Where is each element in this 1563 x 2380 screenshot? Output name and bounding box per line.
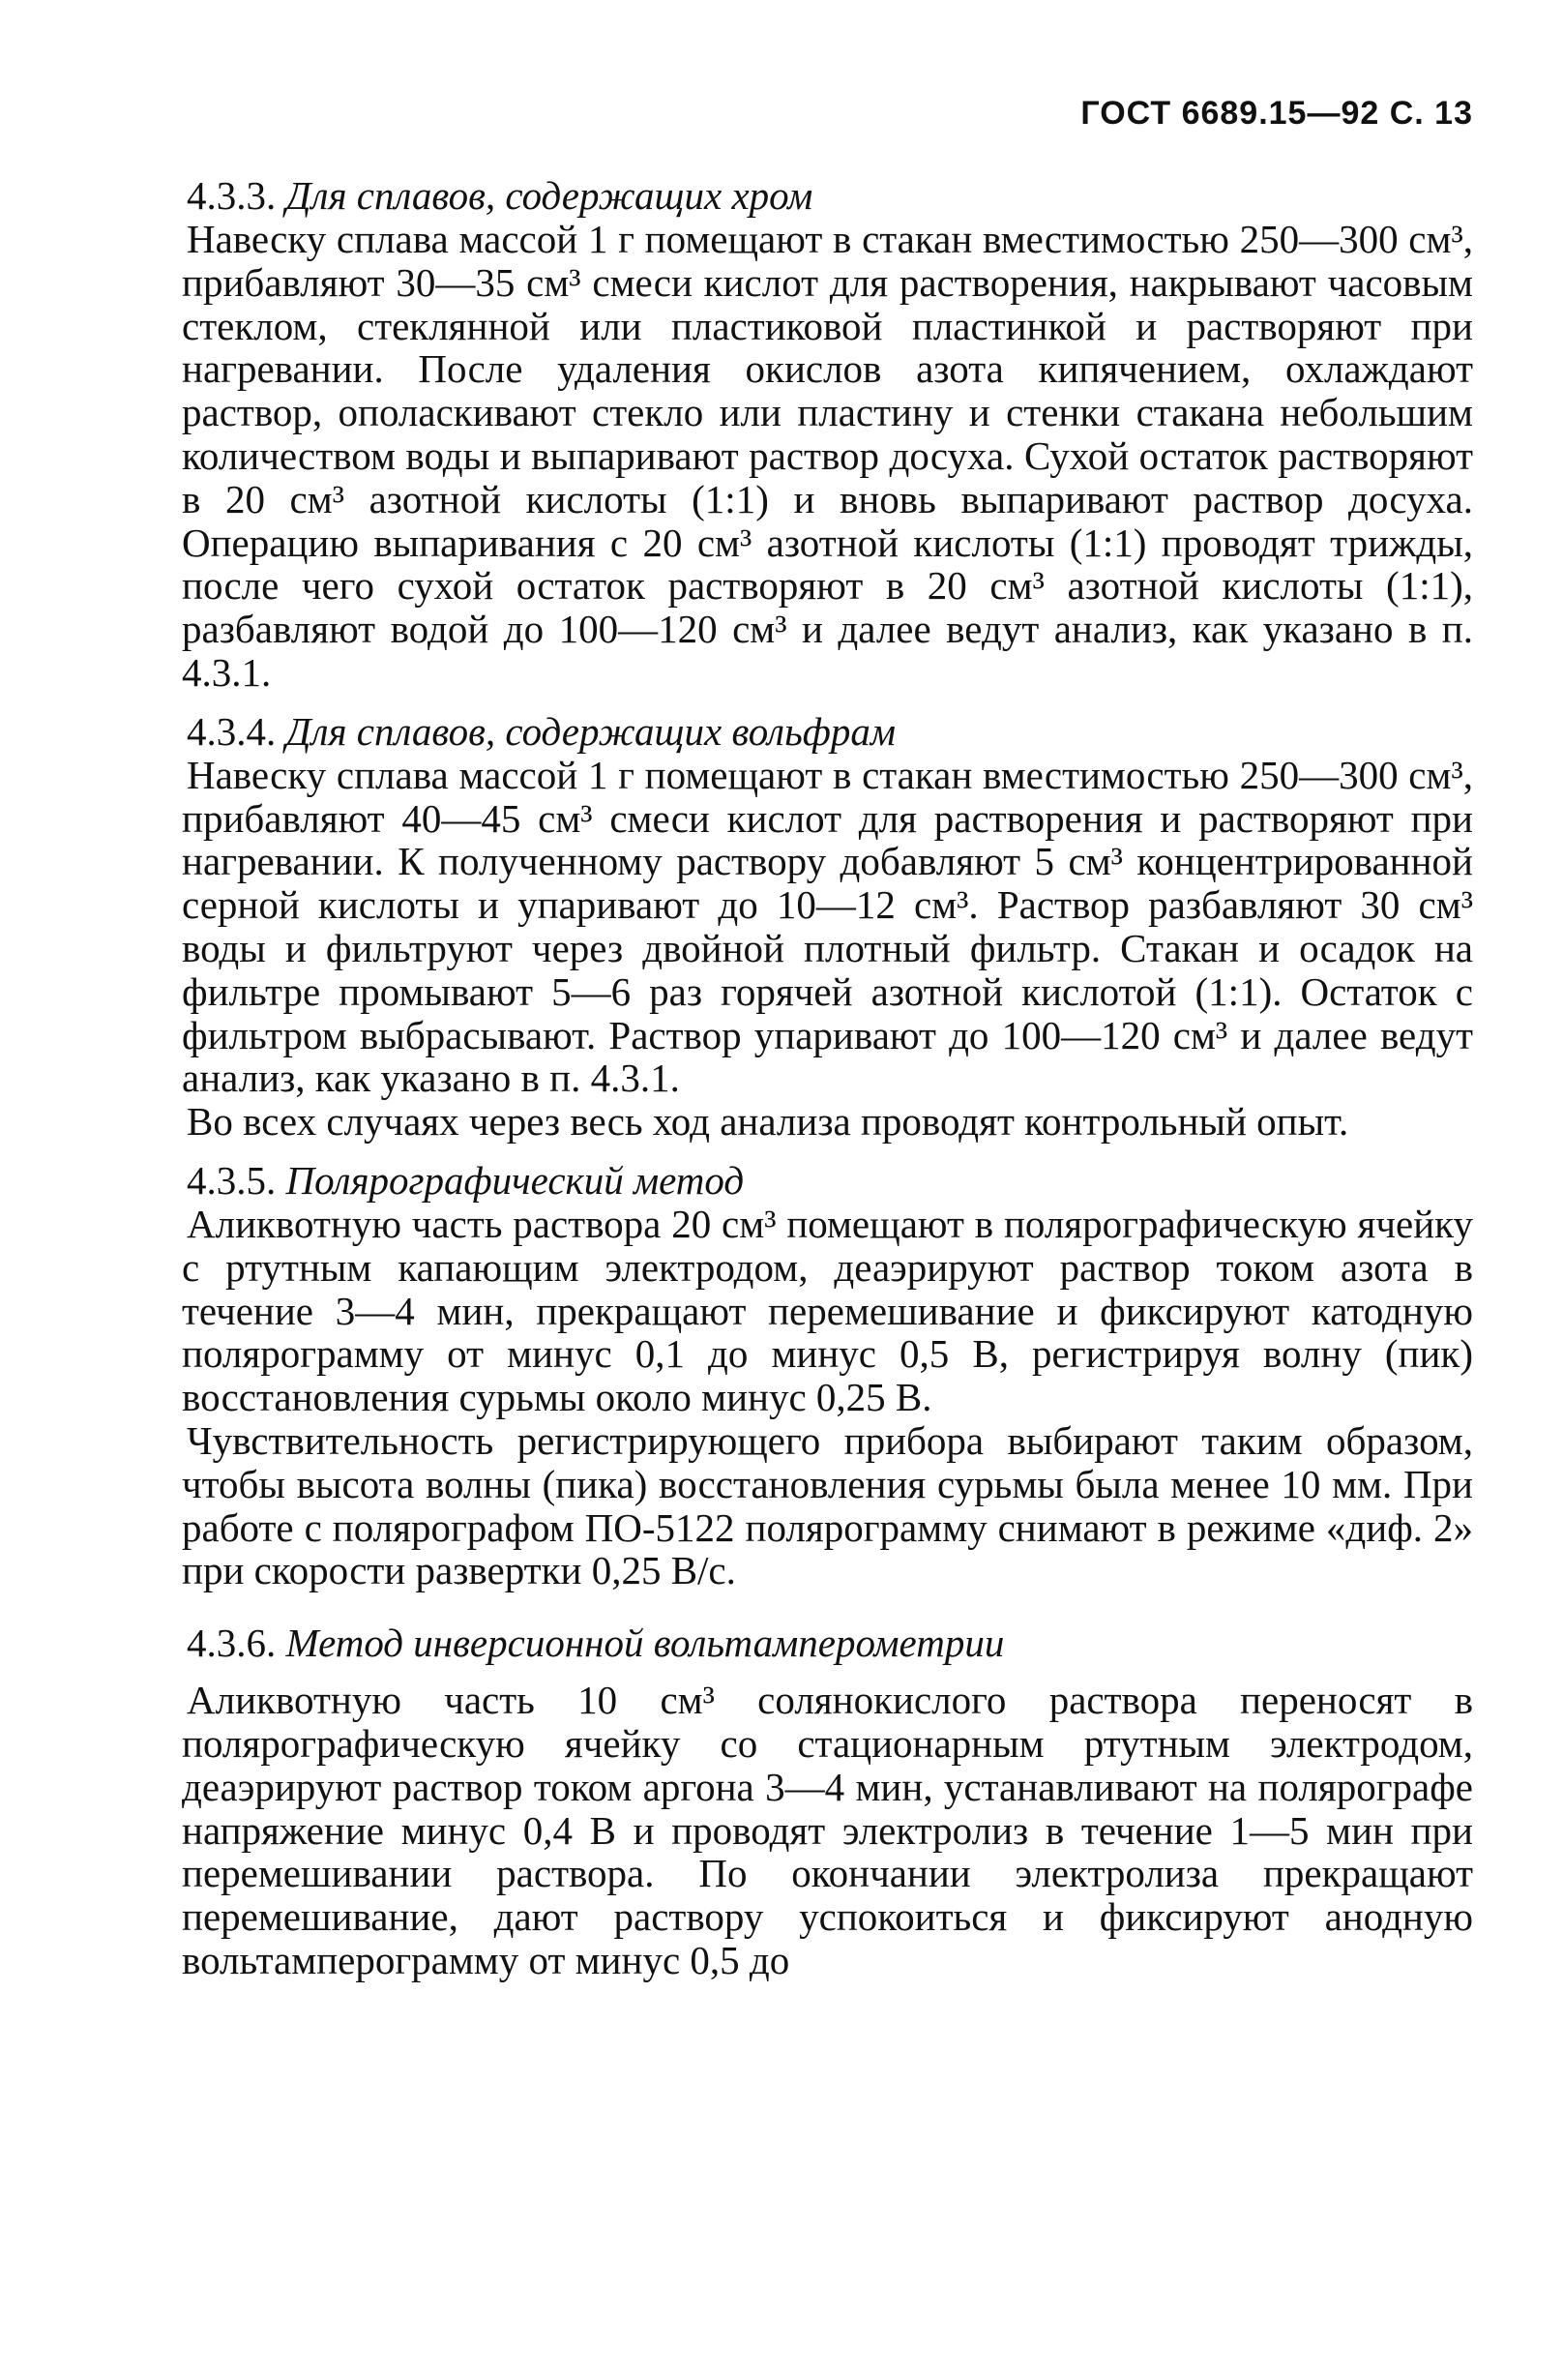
section-4-3-4 — [182, 710, 1473, 1144]
spacer — [182, 695, 1473, 710]
section-4-3-3 — [182, 174, 1473, 695]
section-title: Полярографический метод — [285, 1157, 745, 1203]
paragraph: Аликвотную часть раствора 20 см³ помещают в полярографическую ячейку с ртутным капающим электродом, деаэрируют раствор током азота в течение 3—4 мин, прекращают перемешивание и фиксируют катодную полярограмму от минус 0,1 до минус 0,5 В, регистрируя волну (пик) восстановления сурьмы около минус 0,25 В. — [182, 1201, 1473, 1420]
section-title: Для сплавов, содержащих хром — [285, 173, 813, 218]
spacer — [182, 1144, 1473, 1159]
paragraph: Навеску сплава массой 1 г помещают в стакан вместимостью 250—300 см³, прибавляют 40—45 см³ смеси кислот для растворения и растворяют при нагревании. К полученному раствору добавляют 5 см³ концентрированной серной кислоты и упаривают до 10—12 см³. Раствор разбавляют 30 см³ воды и фильтруют через двойной плотный фильтр. Стакан и осадок на фильтре промывают 5—6 раз горячей азотной кислотой (1:1). Остаток с фильтром выбрасывают. Раствор упаривают до 100—120 см³ и далее ведут анализ, как указано в п. 4.3.1. — [182, 752, 1473, 1101]
document-page — [182, 97, 1473, 1982]
section-number: 4.3.4. — [187, 708, 277, 754]
section-heading — [182, 1159, 1473, 1203]
spacer — [182, 1592, 1473, 1608]
section-heading — [182, 1621, 1473, 1665]
section-heading — [182, 174, 1473, 218]
section-title: Для сплавов, содержащих вольфрам — [285, 708, 896, 754]
paragraph: Во всех случаях через весь ход анализа проводят контрольный опыт. — [187, 1099, 1349, 1145]
paragraph: Навеску сплава массой 1 г помещают в стакан вместимостью 250—300 см³, прибавляют 30—35 см³ смеси кислот для растворения, накрывают часовым стеклом, стеклянной или пластиковой пластинкой и растворяют при нагревании. После удаления окислов азота кипячением, охлаждают раствор, ополаскивают стекло или пластину и стенки стакана небольшим количеством воды и выпаривают раствор досуха. Сухой остаток растворяют в 20 см³ азотной кислоты (1:1) и вновь выпаривают раствор досуха. Операцию выпаривания с 20 см³ азотной кислоты (1:1) проводят трижды, после чего сухой остаток растворяют в 20 см³ азотной кислоты (1:1), разбавляют водой до 100—120 см³ и далее ведут анализ, как указано в п. 4.3.1. — [182, 217, 1473, 695]
section-number: 4.3.5. — [187, 1157, 277, 1203]
paragraph: Аликвотную часть 10 см³ солянокислого раствора переносят в полярографическую ячейку со стационарным ртутным электродом, деаэрируют раствор током аргона 3—4 мин, устанавливают на полярографе напряжение минус 0,4 В и проводят электролиз в течение 1—5 мин при перемешивании раствора. По окончании электролиза прекращают перемешивание, дают раствору успокоиться и фиксируют анодную вольтамперограмму от минус 0,5 до — [182, 1678, 1473, 1982]
paragraph: Чувствительность регистрирующего прибора выбирают таким образом, чтобы высота волны (пика) восстановления сурьмы была менее 10 мм. При работе с полярографом ПО-5122 полярограмму снимают в режиме «диф. 2» при скорости развертки 0,25 В/с. — [182, 1417, 1473, 1593]
section-heading — [182, 710, 1473, 754]
section-number: 4.3.6. — [187, 1621, 277, 1666]
section-number: 4.3.3. — [187, 173, 277, 218]
spacer — [182, 1665, 1473, 1679]
spacer — [182, 1608, 1473, 1621]
running-header: ГОСТ 6689.15—92 С. 13 — [1080, 95, 1473, 132]
section-4-3-6 — [182, 1621, 1473, 1982]
section-title: Метод инверсионной вольтамперометрии — [285, 1621, 1005, 1666]
section-4-3-5 — [182, 1159, 1473, 1592]
